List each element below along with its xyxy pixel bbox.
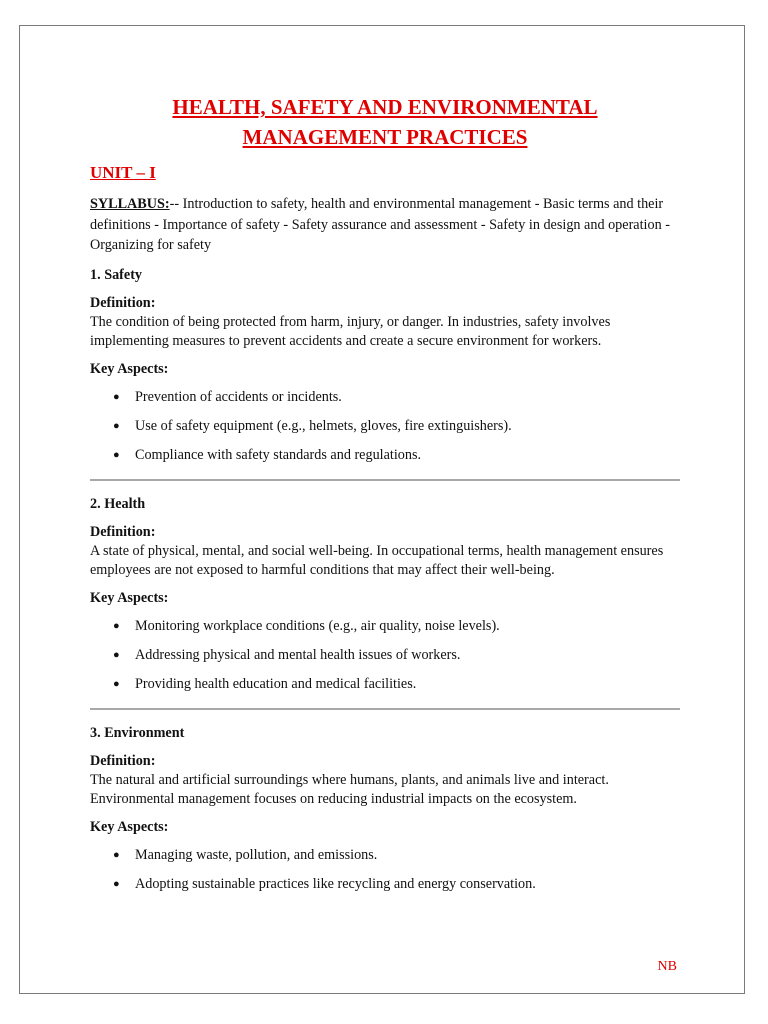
- list-item: [90, 388, 680, 407]
- definition-text: The condition of being protected from harm, injury, or danger. In industries, safety involves implementing measures to prevent accidents and create a secure environment for workers.: [90, 313, 611, 349]
- bullet-icon: ●: [113, 677, 120, 690]
- syllabus-text: -- Introduction to safety, health and environmental management - Basic terms and their definitions - Importance of safety - Safety assurance and assessment - Safety in design and operation - Organizing for safety: [90, 196, 670, 253]
- key-aspects-label: Key Aspects:: [90, 360, 169, 377]
- bullet-icon: ●: [113, 619, 120, 632]
- definition-label: Definition:: [90, 523, 156, 540]
- section-divider: [90, 708, 680, 710]
- title-line-1: HEALTH, SAFETY AND ENVIRONMENTAL: [172, 95, 598, 119]
- bullet-icon: ●: [113, 419, 120, 432]
- section-heading: 2. Health: [90, 495, 146, 512]
- bullet-icon: ●: [113, 448, 120, 461]
- list-item-text: Addressing physical and mental health issues of workers.: [135, 646, 461, 663]
- list-item-text: Providing health education and medical facilities.: [135, 675, 417, 692]
- key-aspects-label: Key Aspects:: [90, 818, 169, 835]
- document-title: [90, 92, 680, 152]
- definition-label: Definition:: [90, 294, 156, 311]
- list-item-text: Managing waste, pollution, and emissions.: [135, 846, 378, 863]
- list-item: [90, 617, 680, 636]
- list-item: [90, 646, 680, 665]
- bullet-icon: ●: [113, 390, 120, 403]
- list-item: [90, 675, 680, 694]
- definition-text: The natural and artificial surroundings where humans, plants, and animals live and interact. Environmental management focuses on reducing industrial impacts on the ecosystem.: [90, 771, 609, 807]
- definition-label: Definition:: [90, 752, 156, 769]
- section-heading: 3. Environment: [90, 724, 185, 741]
- syllabus-label: SYLLABUS:: [90, 196, 170, 212]
- section-divider: [90, 479, 680, 481]
- list-item: [90, 846, 680, 865]
- list-item-text: Compliance with safety standards and regulations.: [135, 446, 422, 463]
- key-aspects-list: [90, 388, 680, 465]
- section-heading: 1. Safety: [90, 266, 143, 283]
- list-item-text: Use of safety equipment (e.g., helmets, gloves, fire extinguishers).: [135, 417, 512, 434]
- list-item: [90, 417, 680, 436]
- syllabus: [90, 194, 680, 256]
- section-health: [90, 495, 680, 694]
- title-line-2: MANAGEMENT PRACTICES: [242, 125, 528, 149]
- bullet-icon: ●: [113, 877, 120, 890]
- bullet-icon: ●: [113, 648, 120, 661]
- list-item: [90, 875, 680, 894]
- list-item-text: Prevention of accidents or incidents.: [135, 388, 342, 405]
- list-item: [90, 446, 680, 465]
- section-safety: [90, 266, 680, 465]
- definition-block: [90, 294, 680, 351]
- document-body: [90, 92, 680, 908]
- key-aspects-list: [90, 846, 680, 894]
- list-item-text: Adopting sustainable practices like recycling and energy conservation.: [135, 875, 536, 892]
- footer-initials: NB: [657, 959, 677, 974]
- unit-heading: UNIT – I: [90, 163, 156, 182]
- section-environment: [90, 724, 680, 894]
- key-aspects-label: Key Aspects:: [90, 589, 169, 606]
- definition-block: [90, 523, 680, 580]
- key-aspects-list: [90, 617, 680, 694]
- definition-block: [90, 752, 680, 809]
- bullet-icon: ●: [113, 848, 120, 861]
- list-item-text: Monitoring workplace conditions (e.g., air quality, noise levels).: [135, 617, 500, 634]
- definition-text: A state of physical, mental, and social well-being. In occupational terms, health management ensures employees are not exposed to harmful conditions that may affect their well-being.: [90, 542, 664, 578]
